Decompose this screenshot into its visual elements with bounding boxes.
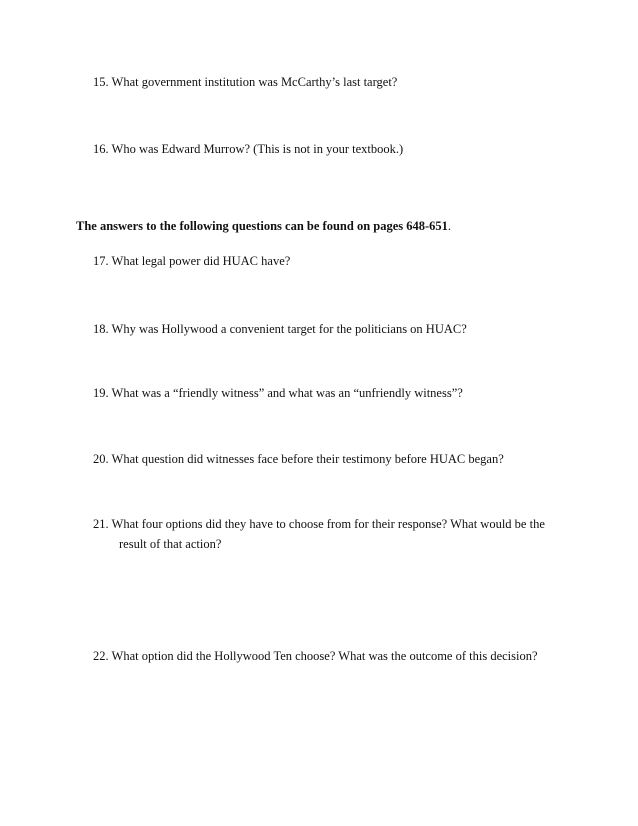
question-text-line-2: result of that action? [119,537,222,551]
section-heading-period: . [447,219,452,233]
question-text: Why was Hollywood a convenient target for the politicians on HUAC? [111,322,467,336]
question-text: What was a “friendly witness” and what was an “unfriendly witness”? [111,386,463,400]
question-number: 15. [93,75,109,89]
question-text: What government institution was McCarthy’s last target? [111,75,398,89]
question-text: Who was Edward Murrow? (This is not in your textbook.) [111,142,404,156]
question-21 [93,514,545,554]
question-20 [93,449,504,469]
question-number: 17. [93,254,109,268]
question-text: What question did witnesses face before their testimony before HUAC began? [111,452,504,466]
question-number: 20. [93,452,109,466]
question-number: 18. [93,322,109,336]
question-22 [93,646,538,666]
question-number: 19. [93,386,109,400]
section-heading-text: The answers to the following questions can be found on pages 648-651 [76,219,448,233]
question-number: 16. [93,142,109,156]
question-17 [93,251,290,271]
question-18 [93,319,467,339]
question-number: 22. [93,649,109,663]
question-text-line-1: What four options did they have to choose from for their response? What would be the [111,517,545,531]
question-15 [93,72,397,92]
section-heading [76,216,451,236]
question-text: What legal power did HUAC have? [111,254,291,268]
question-19 [93,383,463,403]
question-text: What option did the Hollywood Ten choose? What was the outcome of this decision? [111,649,538,663]
question-number: 21. [93,517,109,531]
question-16 [93,139,403,159]
